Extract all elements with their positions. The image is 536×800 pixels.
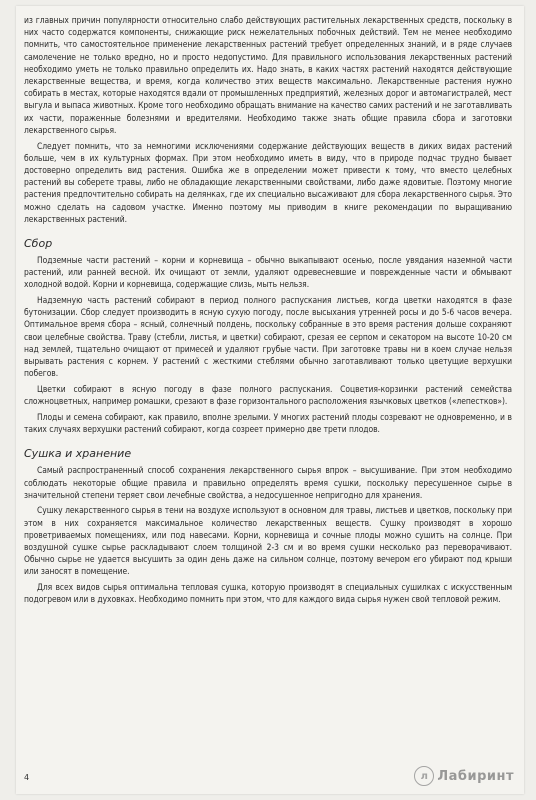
- paragraph-collect-3: Цветки собирают в ясную погоду в фазе полного распускания. Соцветия-корзинки растений семейства сложноцветных, например ромашки, срезают в фазе горизонтального расположения язычковых цветков («лепестков»).: [24, 383, 512, 407]
- page-text: [24, 14, 512, 609]
- watermark: [414, 766, 514, 786]
- paragraph-dry-1: Самый распространенный способ сохранения лекарственного сырья впрок – высушивание. При этом необходимо соблюдать некоторые общие правила и правильно определять время сушки, поскольку пересушенное сырье в значительной степени теряет свои лечебные свойства, а недосушенное непригодно для хранения.: [24, 465, 512, 500]
- paragraph-collect-1: Подземные части растений – корни и корневища – обычно выкапывают осенью, после увядания наземной части растений, или ранней весной. Их очищают от земли, удаляют одревесневшие и поврежденные части и обмывают холодной водой. Корни и корневища, содержащие слизь, мыть нельзя.: [24, 254, 512, 290]
- labyrinth-logo-icon: л: [414, 766, 434, 786]
- book-page: [16, 6, 524, 794]
- watermark-text: Лабиринт: [437, 768, 514, 784]
- paragraph-dry-2: Сушку лекарственного сырья в тени на воздухе используют в основном для травы, листьев и цветков, поскольку при этом в них сохраняется максимальное количество лекарственных веществ. Сушку производят в хорошо проветриваемых помещениях, или под навесами. Корни, корневища и сочные плоды можно сушить на солнце. При воздушной сушке сырье раскладывают слоем толщиной 2-3 см и во время сушки несколько раз переворачивают. Обычно сырье не удается высушить за один день даже на сильном солнце, поэтому вечером его убирают под крыши или заносят в помещение.: [24, 505, 512, 577]
- paragraph-intro-1: из главных причин популярности относительно слабо действующих растительных лекарственных средств, поскольку в них часто содержатся компоненты, снижающие риск нежелательных побочных действий. Тем не менее необходимо помнить, что самостоятельное применение лекарственных растений требует определенных знаний, и в ряде случаев самолечение не только вредно, но и просто недопустимо. Для правильного использования лекарственных растений необходимо уметь не только правильно определить их. Надо знать, в каких частях растений находятся действующие лекарственные вещества, и время, когда количество этих веществ максимально. Лекарственные растения нужно собирать в местах, которые находятся вдали от промышленных предприятий, железных дорог и автомагистралей, мест выгула и выпаса животных. Кроме того необходимо обращать внимание на качество самих растений и не заготавливать их части, пораженные болезнями и вредителями. Необходимо также знать общие правила сбора и заготовки лекарственного сырья.: [24, 15, 512, 135]
- section-title-dry: Сушка и хранение: [24, 447, 132, 461]
- paragraph-collect-4: Плоды и семена собирают, как правило, вполне зрелыми. У многих растений плоды созревают не одновременно, и в таких случаях верхушки растений собирают, когда созреет примерно две трети плодов.: [24, 411, 512, 435]
- section-title-collect: Сбор: [24, 236, 53, 250]
- paragraph-intro-2: Следует помнить, что за немногими исключениями содержание действующих веществ в диких видах растений больше, чем в их культурных формах. При этом необходимо иметь в виду, что в природе подчас трудно бывает достоверно определить вид растения. Ошибка же в определении может привести к тому, что вместо целебных растений вы соберете травы, либо не обладающие лекарственными свойствами, либо даже ядовитые. Поэтому многие растения предпочтительно собирать на делянках, где их специально высаживают для сбора лекарственного сырья. Это можно сделать на садовом участке. Именно поэтому мы приводим в книге рекомендации по выращиванию лекарственных растений.: [24, 140, 512, 224]
- paragraph-dry-3: Для всех видов сырья оптимальна тепловая сушка, которую производят в специальных сушилках с искусственным подогревом или в духовках. Необходимо помнить при этом, что для каждого вида сырья нужен свой тепловой режим.: [24, 582, 512, 605]
- paragraph-collect-2: Надземную часть растений собирают в период полного распускания листьев, когда цветки находятся в фазе бутонизации. Сбор следует производить в ясную сухую погоду, после высыхания утренней росы и до 5-6 часов вечера. Оптимальное время сбора – ясный, солнечный полдень, поскольку собранные в это время растения дольше сохраняют свои целебные свойства. Траву (стебли, листья, и цветки) собирают, срезая ее серпом и секатором на высоте 10-20 см над землей, тщательно очищают от примесей и удаляют грубые части. При заготовке травы ни в коем случае нельзя вырывать растения с корнем. У растений с жесткими стеблями обычно заготавливают только цветущие верхушки побегов.: [24, 295, 512, 379]
- page-number: 4: [24, 773, 30, 782]
